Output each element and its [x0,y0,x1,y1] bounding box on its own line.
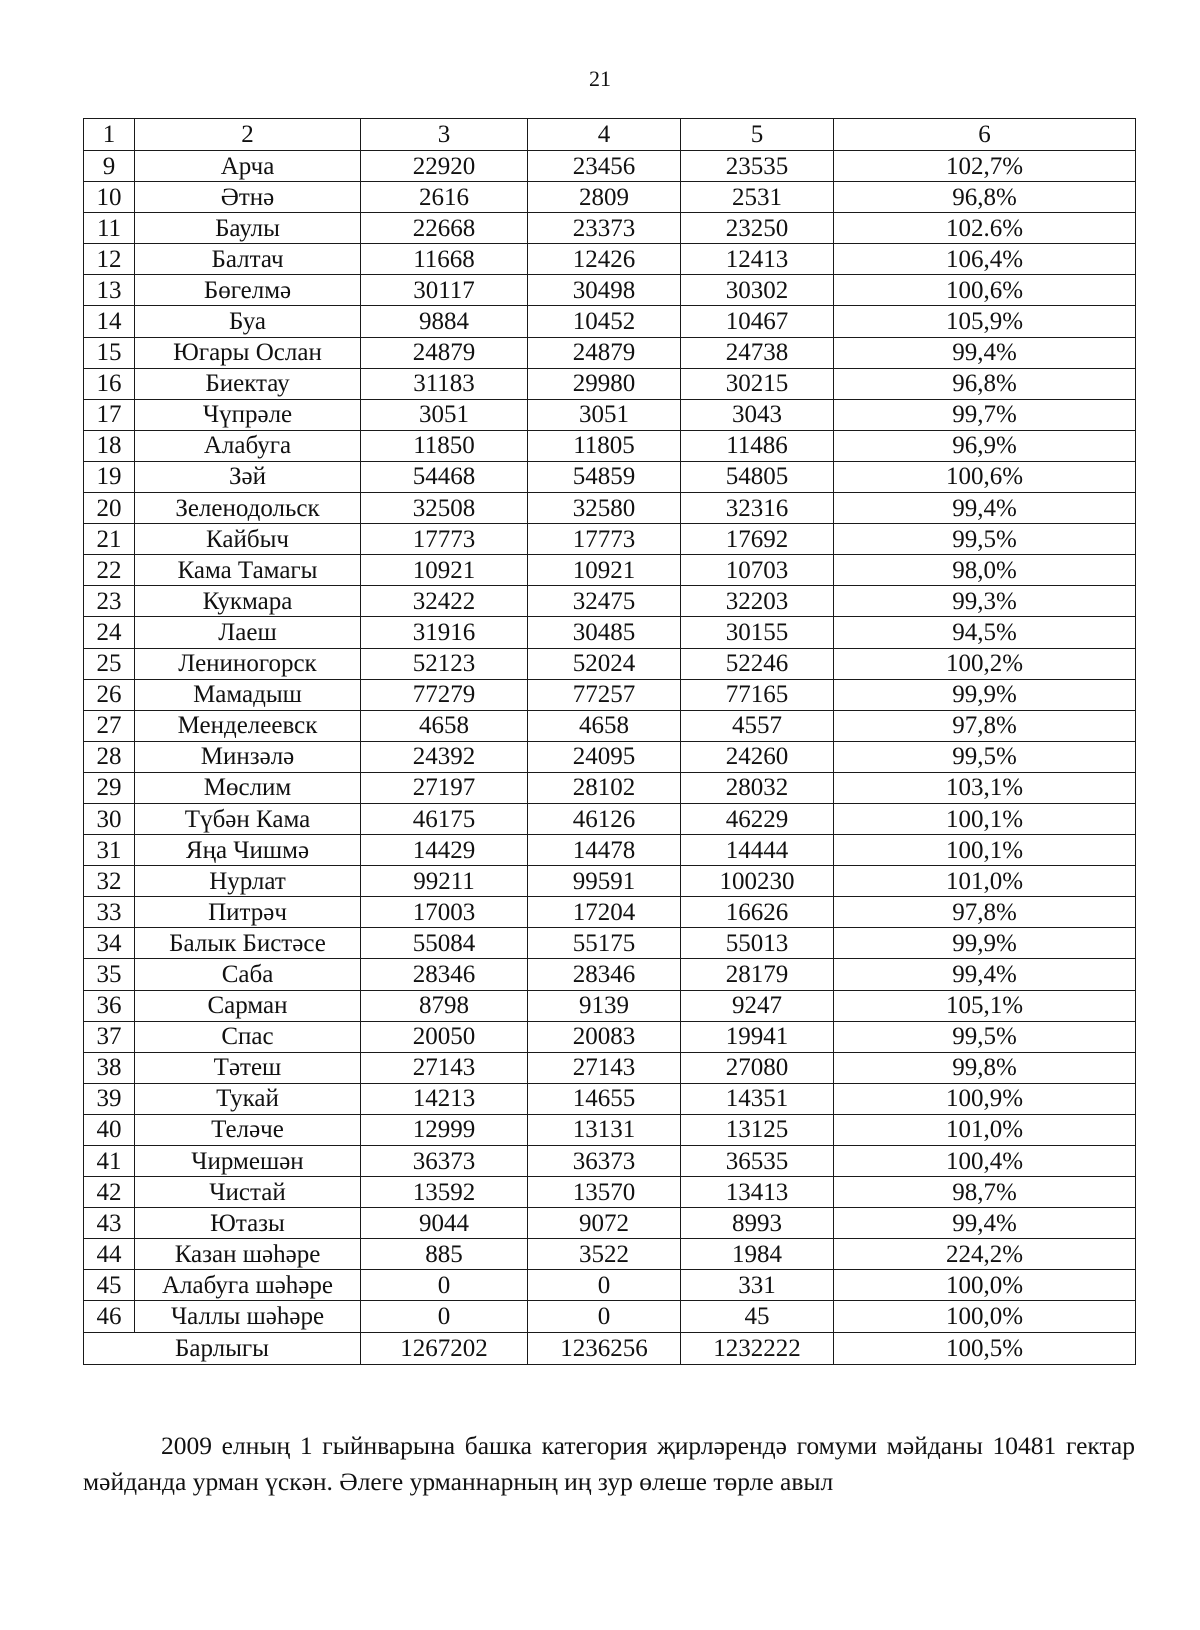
value-col5: 24260 [681,741,834,772]
percent-col6: 102,7% [834,151,1136,182]
percent-col6: 97,8% [834,710,1136,741]
percent-col6: 100,6% [834,461,1136,492]
value-col5: 8993 [681,1208,834,1239]
value-col4: 24879 [528,337,681,368]
district-name: Биектау [135,368,361,399]
value-col5: 46229 [681,803,834,834]
value-col4: 11805 [528,430,681,461]
district-name: Алабуга [135,430,361,461]
row-number: 16 [84,368,135,399]
district-name: Зәй [135,461,361,492]
district-name: Кама Тамагы [135,555,361,586]
row-number: 33 [84,897,135,928]
value-col4: 46126 [528,803,681,834]
percent-col6: 96,9% [834,430,1136,461]
table-row [84,866,1136,897]
value-col3: 27197 [361,772,528,803]
value-col3: 36373 [361,1146,528,1177]
row-number: 20 [84,493,135,524]
row-number: 21 [84,524,135,555]
total-cell: 1232222 [681,1332,834,1364]
value-col5: 331 [681,1270,834,1301]
percent-col6: 99,3% [834,586,1136,617]
value-col4: 13131 [528,1114,681,1145]
total-row [84,1332,1136,1364]
value-col3: 77279 [361,679,528,710]
value-col3: 11668 [361,244,528,275]
value-col5: 30302 [681,275,834,306]
percent-col6: 99,7% [834,399,1136,430]
value-col4: 36373 [528,1146,681,1177]
value-col5: 30155 [681,617,834,648]
district-name: Чүпрәле [135,399,361,430]
row-number: 32 [84,866,135,897]
percent-col6: 99,4% [834,337,1136,368]
value-col3: 46175 [361,803,528,834]
value-col3: 17003 [361,897,528,928]
value-col4: 28102 [528,772,681,803]
district-name: Спас [135,1021,361,1052]
percent-col6: 100,1% [834,803,1136,834]
table-row [84,897,1136,928]
value-col3: 11850 [361,430,528,461]
value-col4: 54859 [528,461,681,492]
district-name: Лениногорск [135,648,361,679]
page-number: 21 [589,66,611,91]
value-col3: 31183 [361,368,528,399]
value-col3: 54468 [361,461,528,492]
table-row [84,368,1136,399]
value-col4: 17204 [528,897,681,928]
percent-col6: 101,0% [834,1114,1136,1145]
percent-col6: 106,4% [834,244,1136,275]
table-row [84,1270,1136,1301]
value-col5: 23250 [681,213,834,244]
row-number: 36 [84,990,135,1021]
row-number: 42 [84,1177,135,1208]
district-name: Минзәлә [135,741,361,772]
table-header-row [84,119,1136,151]
value-col4: 28346 [528,959,681,990]
value-col4: 14478 [528,835,681,866]
value-col5: 19941 [681,1021,834,1052]
district-name: Мөслим [135,772,361,803]
value-col5: 12413 [681,244,834,275]
percent-col6: 100,9% [834,1083,1136,1114]
value-col4: 2809 [528,182,681,213]
percent-col6: 99,9% [834,679,1136,710]
value-col5: 9247 [681,990,834,1021]
value-col5: 77165 [681,679,834,710]
row-number: 37 [84,1021,135,1052]
row-number: 38 [84,1052,135,1083]
table-row [84,430,1136,461]
table-row [84,679,1136,710]
value-col3: 12999 [361,1114,528,1145]
district-name: Питрәч [135,897,361,928]
value-col3: 17773 [361,524,528,555]
table-row [84,1177,1136,1208]
total-cell: 1267202 [361,1332,528,1364]
percent-col6: 224,2% [834,1239,1136,1270]
district-name: Тәтеш [135,1052,361,1083]
value-col4: 24095 [528,741,681,772]
value-col5: 55013 [681,928,834,959]
value-col5: 45 [681,1301,834,1332]
value-col3: 55084 [361,928,528,959]
value-col5: 36535 [681,1146,834,1177]
value-col4: 99591 [528,866,681,897]
table-row [84,182,1136,213]
value-col4: 3522 [528,1239,681,1270]
district-name: Менделеевск [135,710,361,741]
value-col4: 17773 [528,524,681,555]
percent-col6: 100,0% [834,1301,1136,1332]
value-col4: 29980 [528,368,681,399]
row-number: 31 [84,835,135,866]
table-row [84,1052,1136,1083]
row-number: 17 [84,399,135,430]
value-col3: 2616 [361,182,528,213]
value-col4: 9072 [528,1208,681,1239]
district-name: Саба [135,959,361,990]
district-name: Әтнә [135,182,361,213]
value-col3: 9884 [361,306,528,337]
district-name: Түбән Кама [135,803,361,834]
district-name: Баулы [135,213,361,244]
row-number: 14 [84,306,135,337]
column-header: 4 [528,119,681,151]
table-row [84,244,1136,275]
percent-col6: 100,2% [834,648,1136,679]
row-number: 13 [84,275,135,306]
value-col4: 13570 [528,1177,681,1208]
row-number: 11 [84,213,135,244]
percent-col6: 97,8% [834,897,1136,928]
total-cell: 100,5% [834,1332,1136,1364]
row-number: 15 [84,337,135,368]
value-col5: 16626 [681,897,834,928]
percent-col6: 99,4% [834,959,1136,990]
value-col5: 28032 [681,772,834,803]
table-row [84,959,1136,990]
district-name: Буа [135,306,361,337]
value-col3: 24879 [361,337,528,368]
body-paragraph: 2009 елның 1 гыйнварына башка категория җирләрендә гомуми мәйданы 10481 гектар мәйданда урман үскән. Әлеге урманнарның иң зур өлеше төрле авыл [83,1431,1135,1496]
percent-col6: 99,4% [834,1208,1136,1239]
percent-col6: 99,5% [834,524,1136,555]
value-col5: 13125 [681,1114,834,1145]
value-col4: 32580 [528,493,681,524]
table-row [84,399,1136,430]
percent-col6: 100,0% [834,1270,1136,1301]
value-col3: 52123 [361,648,528,679]
percent-col6: 96,8% [834,182,1136,213]
value-col3: 13592 [361,1177,528,1208]
district-name: Зеленодольск [135,493,361,524]
table-row [84,586,1136,617]
district-name: Чирмешән [135,1146,361,1177]
column-header: 5 [681,119,834,151]
row-number: 25 [84,648,135,679]
value-col4: 30485 [528,617,681,648]
table-row [84,306,1136,337]
row-number: 44 [84,1239,135,1270]
percent-col6: 100,6% [834,275,1136,306]
row-number: 26 [84,679,135,710]
district-name: Бөгелмә [135,275,361,306]
value-col4: 77257 [528,679,681,710]
row-number: 35 [84,959,135,990]
value-col3: 24392 [361,741,528,772]
value-col3: 31916 [361,617,528,648]
table-row [84,213,1136,244]
value-col5: 28179 [681,959,834,990]
value-col4: 10452 [528,306,681,337]
table-row [84,617,1136,648]
table-row [84,648,1136,679]
table-row [84,151,1136,182]
value-col5: 30215 [681,368,834,399]
value-col4: 10921 [528,555,681,586]
total-label: Барлыгы [84,1332,361,1364]
row-number: 43 [84,1208,135,1239]
table-row [84,275,1136,306]
table-row [84,1239,1136,1270]
value-col5: 100230 [681,866,834,897]
district-name: Балтач [135,244,361,275]
percent-col6: 94,5% [834,617,1136,648]
row-number: 46 [84,1301,135,1332]
value-col3: 27143 [361,1052,528,1083]
percent-col6: 98,7% [834,1177,1136,1208]
row-number: 28 [84,741,135,772]
percent-col6: 102.6% [834,213,1136,244]
value-col3: 30117 [361,275,528,306]
district-name: Югары Ослан [135,337,361,368]
percent-col6: 99,5% [834,1021,1136,1052]
row-number: 22 [84,555,135,586]
table-row [84,710,1136,741]
value-col5: 2531 [681,182,834,213]
value-col3: 32508 [361,493,528,524]
value-col5: 27080 [681,1052,834,1083]
table-row [84,1114,1136,1145]
row-number: 39 [84,1083,135,1114]
value-col4: 23456 [528,151,681,182]
percent-col6: 100,1% [834,835,1136,866]
value-col4: 3051 [528,399,681,430]
district-name: Тукай [135,1083,361,1114]
percent-col6: 99,4% [834,493,1136,524]
table-row [84,493,1136,524]
district-name: Казан шәһәре [135,1239,361,1270]
row-number: 23 [84,586,135,617]
column-header: 2 [135,119,361,151]
column-header: 3 [361,119,528,151]
row-number: 24 [84,617,135,648]
value-col5: 4557 [681,710,834,741]
table-row [84,1301,1136,1332]
value-col5: 32203 [681,586,834,617]
row-number: 10 [84,182,135,213]
table-row [84,555,1136,586]
value-col4: 12426 [528,244,681,275]
value-col5: 14444 [681,835,834,866]
row-number: 12 [84,244,135,275]
percent-col6: 99,5% [834,741,1136,772]
row-number: 34 [84,928,135,959]
district-name: Теләче [135,1114,361,1145]
value-col3: 10921 [361,555,528,586]
district-name: Чистай [135,1177,361,1208]
table-row [84,337,1136,368]
district-name: Кайбыч [135,524,361,555]
value-col3: 0 [361,1270,528,1301]
table-row [84,772,1136,803]
percent-col6: 98,0% [834,555,1136,586]
value-col3: 9044 [361,1208,528,1239]
value-col4: 4658 [528,710,681,741]
district-name: Балык Бистәсе [135,928,361,959]
value-col4: 32475 [528,586,681,617]
value-col3: 3051 [361,399,528,430]
row-number: 27 [84,710,135,741]
value-col5: 11486 [681,430,834,461]
percent-col6: 99,8% [834,1052,1136,1083]
table-row [84,835,1136,866]
value-col5: 32316 [681,493,834,524]
district-name: Чаллы шәһәре [135,1301,361,1332]
value-col3: 22920 [361,151,528,182]
value-col5: 23535 [681,151,834,182]
value-col3: 32422 [361,586,528,617]
district-name: Сарман [135,990,361,1021]
table-row [84,1208,1136,1239]
district-name: Алабуга шәһәре [135,1270,361,1301]
district-table [83,118,1136,1365]
value-col5: 13413 [681,1177,834,1208]
value-col3: 885 [361,1239,528,1270]
value-col5: 54805 [681,461,834,492]
value-col5: 24738 [681,337,834,368]
row-number: 41 [84,1146,135,1177]
table-row [84,803,1136,834]
percent-col6: 100,4% [834,1146,1136,1177]
district-name: Ютазы [135,1208,361,1239]
column-header: 1 [84,119,135,151]
total-cell: 1236256 [528,1332,681,1364]
row-number: 45 [84,1270,135,1301]
value-col4: 9139 [528,990,681,1021]
table-row [84,524,1136,555]
value-col3: 0 [361,1301,528,1332]
table-row [84,1021,1136,1052]
value-col4: 20083 [528,1021,681,1052]
value-col3: 4658 [361,710,528,741]
value-col3: 14213 [361,1083,528,1114]
value-col5: 14351 [681,1083,834,1114]
table-row [84,928,1136,959]
row-number: 18 [84,430,135,461]
table-row [84,1083,1136,1114]
table-row [84,990,1136,1021]
district-name: Лаеш [135,617,361,648]
value-col5: 10703 [681,555,834,586]
row-number: 29 [84,772,135,803]
value-col4: 0 [528,1270,681,1301]
row-number: 30 [84,803,135,834]
value-col4: 30498 [528,275,681,306]
column-header: 6 [834,119,1136,151]
district-name: Яңа Чишмә [135,835,361,866]
value-col5: 10467 [681,306,834,337]
value-col3: 8798 [361,990,528,1021]
district-name: Нурлат [135,866,361,897]
value-col4: 55175 [528,928,681,959]
table-row [84,741,1136,772]
row-number: 19 [84,461,135,492]
district-name: Мамадыш [135,679,361,710]
percent-col6: 101,0% [834,866,1136,897]
percent-col6: 103,1% [834,772,1136,803]
value-col4: 52024 [528,648,681,679]
value-col4: 0 [528,1301,681,1332]
value-col5: 3043 [681,399,834,430]
district-name: Кукмара [135,586,361,617]
table-row [84,461,1136,492]
percent-col6: 99,9% [834,928,1136,959]
value-col3: 20050 [361,1021,528,1052]
value-col5: 17692 [681,524,834,555]
value-col3: 99211 [361,866,528,897]
value-col5: 52246 [681,648,834,679]
value-col4: 23373 [528,213,681,244]
row-number: 9 [84,151,135,182]
percent-col6: 105,1% [834,990,1136,1021]
percent-col6: 105,9% [834,306,1136,337]
table-row [84,1146,1136,1177]
row-number: 40 [84,1114,135,1145]
district-name: Арча [135,151,361,182]
value-col3: 28346 [361,959,528,990]
value-col4: 27143 [528,1052,681,1083]
value-col5: 1984 [681,1239,834,1270]
value-col3: 22668 [361,213,528,244]
value-col4: 14655 [528,1083,681,1114]
percent-col6: 96,8% [834,368,1136,399]
value-col3: 14429 [361,835,528,866]
